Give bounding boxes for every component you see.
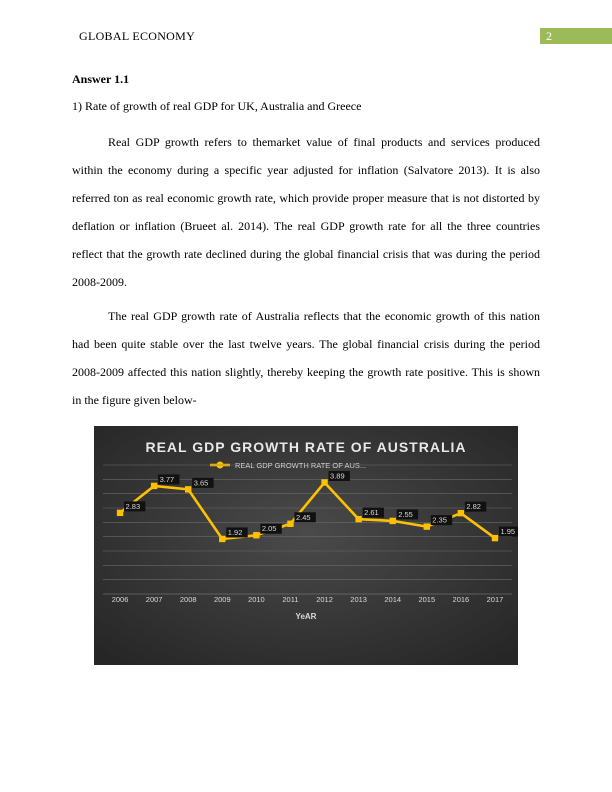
data-point-marker — [492, 535, 498, 541]
data-label: 3.89 — [330, 471, 345, 481]
data-label: 3.77 — [159, 474, 175, 484]
data-point-marker — [117, 510, 123, 516]
data-label: 2.82 — [466, 502, 481, 512]
x-tick-label: 2016 — [452, 595, 470, 604]
x-tick-label: 2017 — [486, 595, 504, 604]
body-paragraph-2: The real GDP growth rate of Australia reflects that the economic growth of this nation had been quite stable over the last twelve years. The global financial crisis during the period 2008-2009 affected this nation slightly, thereby keeping the growth rate positive. This is shown in the figure given below- — [72, 309, 540, 407]
data-label: 2.83 — [125, 501, 141, 511]
x-tick-label: 2009 — [213, 595, 231, 604]
data-point-marker — [219, 536, 225, 542]
data-point-marker — [287, 521, 293, 527]
x-tick-label: 2010 — [248, 595, 265, 604]
data-point-marker — [390, 518, 396, 524]
body-paragraph-1: Real GDP growth refers to themarket value of final products and services produced within the economy during a specific year adjusted for inflation (Salvatore 2013). It is also referred ton as real economic growth rate, which provide proper measure that is not distorted by deflation or inflation (Brueet al. 2014). The real GDP growth rate for all the three countries reflect that the growth rate declined during the global financial crisis that was during the period 2008-2009. — [72, 135, 540, 289]
x-tick-label: 2013 — [350, 595, 367, 604]
data-label: 3.65 — [193, 478, 209, 488]
x-tick-label: 2015 — [418, 595, 436, 604]
data-label: 2.55 — [398, 509, 413, 519]
legend-label: REAL GDP GROWTH RATE OF AUS... — [235, 461, 367, 470]
data-point-marker — [458, 510, 464, 516]
answer-heading: Answer 1.1 — [72, 72, 130, 86]
data-point-marker — [185, 486, 191, 492]
running-header-title: GLOBAL ECONOMY — [79, 29, 196, 43]
data-label: 1.92 — [227, 527, 243, 537]
data-label: 1.95 — [500, 527, 516, 537]
data-label: 2.61 — [364, 508, 379, 518]
x-tick-label: 2007 — [145, 595, 163, 604]
chart-title: REAL GDP GROWTH RATE OF AUSTRALIA — [145, 439, 467, 455]
x-tick-label: 2012 — [316, 595, 333, 604]
data-label: 2.05 — [261, 524, 277, 534]
data-point-marker — [253, 532, 259, 538]
data-label: 2.35 — [432, 515, 447, 525]
data-point-marker — [321, 479, 327, 485]
data-point-marker — [355, 516, 361, 522]
page-number-badge: 2 — [540, 28, 612, 44]
x-tick-label: 2014 — [384, 595, 402, 604]
x-tick-label: 2008 — [179, 595, 197, 604]
gdp-chart-svg — [94, 426, 518, 665]
question-subheading: 1) Rate of growth of real GDP for UK, Australia and Greece — [72, 99, 362, 113]
gdp-chart — [94, 426, 518, 665]
x-axis-label: YeAR — [295, 612, 317, 621]
x-tick-label: 2006 — [111, 595, 129, 604]
x-tick-label: 2011 — [282, 595, 299, 604]
data-point-marker — [424, 523, 430, 529]
data-label: 2.45 — [295, 512, 311, 522]
data-point-marker — [151, 483, 157, 489]
